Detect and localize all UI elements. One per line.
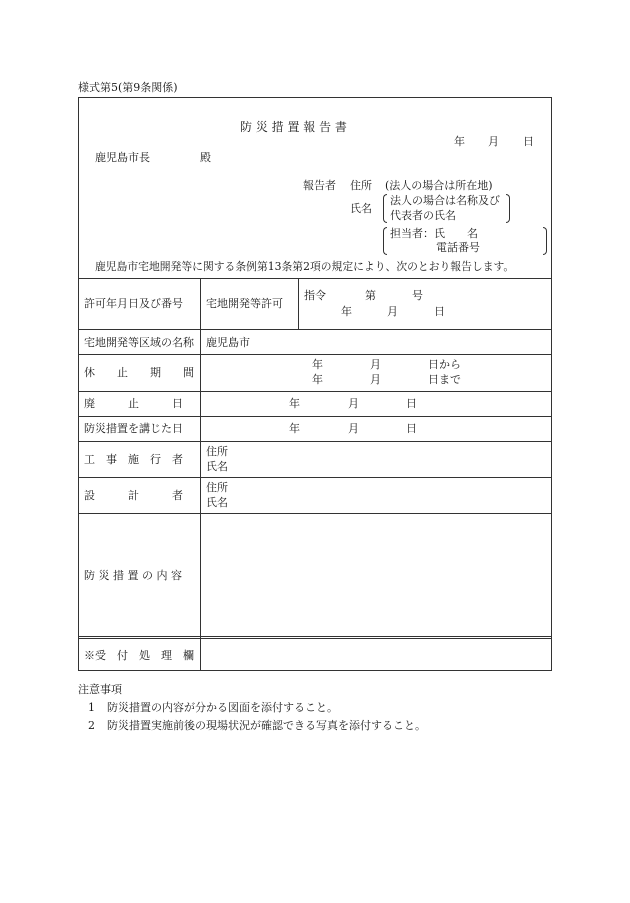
permit-dai: 第	[365, 289, 376, 302]
permit-month: 月	[387, 305, 398, 318]
name-note-2: 代表者の氏名	[390, 209, 456, 222]
divider	[78, 638, 552, 639]
divider	[78, 636, 552, 637]
form-title: 防 災 措 置 報 告 書	[240, 120, 347, 134]
suspension-until-year: 年	[312, 373, 323, 386]
contact-person: 担当者：氏 名	[390, 227, 478, 240]
abolition-day: 日	[406, 397, 417, 410]
permit-year: 年	[341, 305, 352, 318]
abolition-year: 年	[289, 397, 300, 410]
date-day: 日	[523, 135, 534, 148]
divider	[78, 513, 552, 514]
column-divider	[200, 278, 201, 671]
contractor-name-label: 氏名	[206, 460, 228, 473]
note-text: 防災措置の内容が分かる図面を添付すること。	[107, 701, 338, 714]
preamble: 鹿児島市宅地開発等に関する条例第13条第2項の規定により、次のとおり報告します。	[95, 260, 515, 273]
name-label: 氏名	[350, 202, 372, 215]
column-divider	[298, 278, 299, 329]
contractor-label: 工 事 施 行 者	[84, 453, 183, 466]
notes-heading: 注意事項	[78, 683, 122, 696]
name-note-1: 法人の場合は名称及び	[390, 194, 500, 207]
measures-month: 月	[348, 422, 359, 435]
note-number: 2	[88, 719, 95, 732]
suspension-label: 休 止 期 間	[84, 366, 194, 379]
address-label: 住所	[350, 179, 372, 192]
note-text: 防災措置実施前後の現場状況が確認できる写真を添付すること。	[107, 719, 426, 732]
permit-label: 許可年月日及び番号	[84, 297, 183, 310]
permit-sub-label: 宅地開発等許可	[206, 297, 283, 310]
designer-label: 設 計 者	[84, 489, 183, 502]
abolition-label: 廃 止 日	[84, 397, 183, 410]
abolition-month: 月	[348, 397, 359, 410]
divider	[78, 416, 552, 417]
addressee-name: 鹿児島市長	[95, 151, 150, 164]
divider	[78, 354, 552, 355]
suspension-until-month: 月	[370, 373, 381, 386]
contact-phone: 電話番号	[436, 241, 480, 254]
bracket-right	[543, 227, 547, 255]
permit-shirei: 指令	[304, 289, 326, 302]
reception-label: ※受 付 処 理 欄	[84, 649, 194, 662]
contractor-address-label: 住所	[206, 445, 228, 458]
form-number: 様式第5(第9条関係)	[78, 81, 178, 94]
bracket-left	[383, 227, 387, 255]
permit-day: 日	[434, 305, 445, 318]
designer-address-label: 住所	[206, 481, 228, 494]
divider	[78, 441, 552, 442]
divider	[78, 278, 552, 279]
measures-year: 年	[289, 422, 300, 435]
reporter-label: 報告者	[303, 179, 336, 192]
addressee-honorific: 殿	[200, 151, 211, 164]
suspension-from-year: 年	[312, 358, 323, 371]
date-year: 年	[454, 135, 465, 148]
content-label: 防 災 措 置 の 内 容	[84, 569, 182, 582]
permit-go: 号	[412, 289, 423, 302]
bracket-right	[506, 194, 510, 223]
measures-date-label: 防災措置を講じた日	[84, 422, 183, 435]
divider	[78, 477, 552, 478]
divider	[78, 329, 552, 330]
divider	[78, 391, 552, 392]
suspension-from: 日から	[428, 358, 461, 371]
suspension-until: 日まで	[428, 373, 461, 386]
bracket-left	[383, 194, 387, 223]
area-label: 宅地開発等区域の名称	[84, 336, 194, 349]
suspension-from-month: 月	[370, 358, 381, 371]
designer-name-label: 氏名	[206, 496, 228, 509]
note-number: 1	[88, 701, 95, 714]
measures-day: 日	[406, 422, 417, 435]
date-month: 月	[488, 135, 499, 148]
address-note: (法人の場合は所在地)	[385, 179, 493, 192]
area-value: 鹿児島市	[206, 336, 250, 349]
